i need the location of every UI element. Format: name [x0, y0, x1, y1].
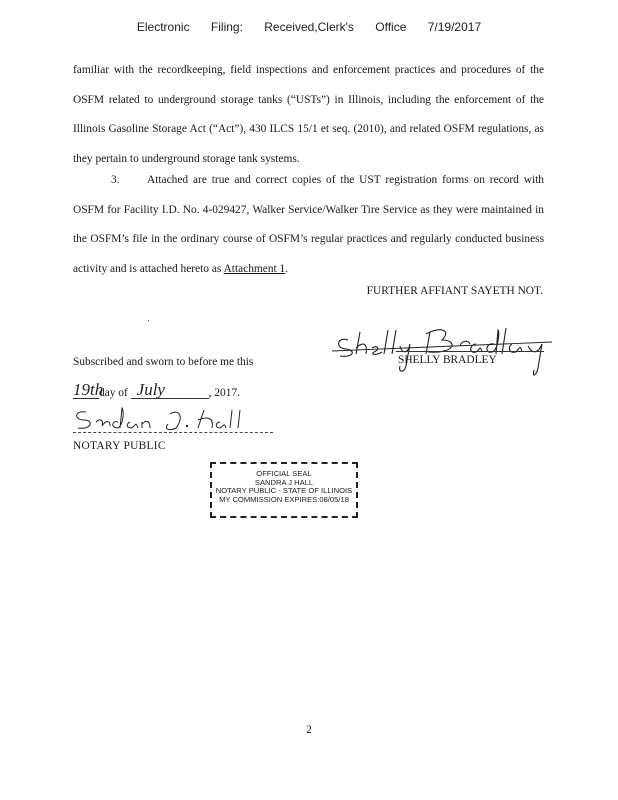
- page-number: 2: [306, 724, 312, 736]
- header-date: 7/19/2017: [427, 20, 482, 34]
- seal-notary-name: SANDRA J HALL: [254, 477, 314, 487]
- day-handwritten: 19th: [73, 380, 104, 399]
- header-word-office: Office: [375, 20, 407, 34]
- paragraph-number: 3.: [111, 174, 120, 186]
- header-word-electronic: Electronic: [136, 20, 190, 34]
- paragraph-1: familiar with the recordkeeping, field inspections and enforcement practices and procedures of the OSFM related to underground storage tanks (“USTs”) in Illinois, including the enforcement of the Illinois Gasoline Storage Act (“Act”), 430 ILCS 15/1 et seq. (2010), and related OSFM regulations, as they pertain to underground storage tank systems.: [73, 64, 544, 165]
- jurat-date-line: [73, 380, 240, 399]
- year-text: , 2017.: [208, 387, 240, 399]
- notary-signature: [72, 406, 277, 434]
- affiant-signature-line: [396, 351, 544, 352]
- month-blank: [131, 380, 209, 399]
- jurat-statement: Subscribed and sworn to before me this: [73, 356, 254, 368]
- notary-signature-line: [73, 432, 273, 433]
- day-blank: [73, 380, 104, 399]
- attachment-reference: Attachment 1: [223, 262, 286, 275]
- seal-state: NOTARY PUBLIC - STATE OF ILLINOIS: [215, 486, 353, 496]
- stray-mark: [148, 320, 149, 321]
- paragraph-3: [73, 166, 544, 284]
- further-affiant-statement: FURTHER AFFIANT SAYETH NOT.: [366, 285, 543, 297]
- paragraph-3-text: Attached are true and correct copies of the UST registration forms on record with OSFM for Facility I.D. No. 4-029427, Walker Service/Walker Tire Service as they were maintained in the OSFM’s file in the ordinary course of OSFM’s regular practices and regularly conducted business activity and is attached hereto as: [73, 174, 544, 275]
- seal-commission-expiry: MY COMMISSION EXPIRES:08/05/18: [219, 494, 349, 504]
- day-of-text: day of: [99, 387, 128, 399]
- filing-header: [0, 20, 618, 34]
- paragraph-3-end: .: [285, 262, 289, 275]
- official-seal-stamp: [210, 462, 358, 518]
- seal-title: OFFICIAL SEAL: [256, 469, 312, 478]
- header-word-received: Received,Clerk's: [264, 20, 354, 34]
- month-handwritten: July: [136, 380, 165, 399]
- header-word-filing: Filing:: [210, 20, 243, 34]
- affiant-signature: [330, 318, 560, 388]
- notary-public-label: NOTARY PUBLIC: [73, 440, 166, 452]
- affiant-name: SHELLY BRADLEY: [398, 354, 497, 366]
